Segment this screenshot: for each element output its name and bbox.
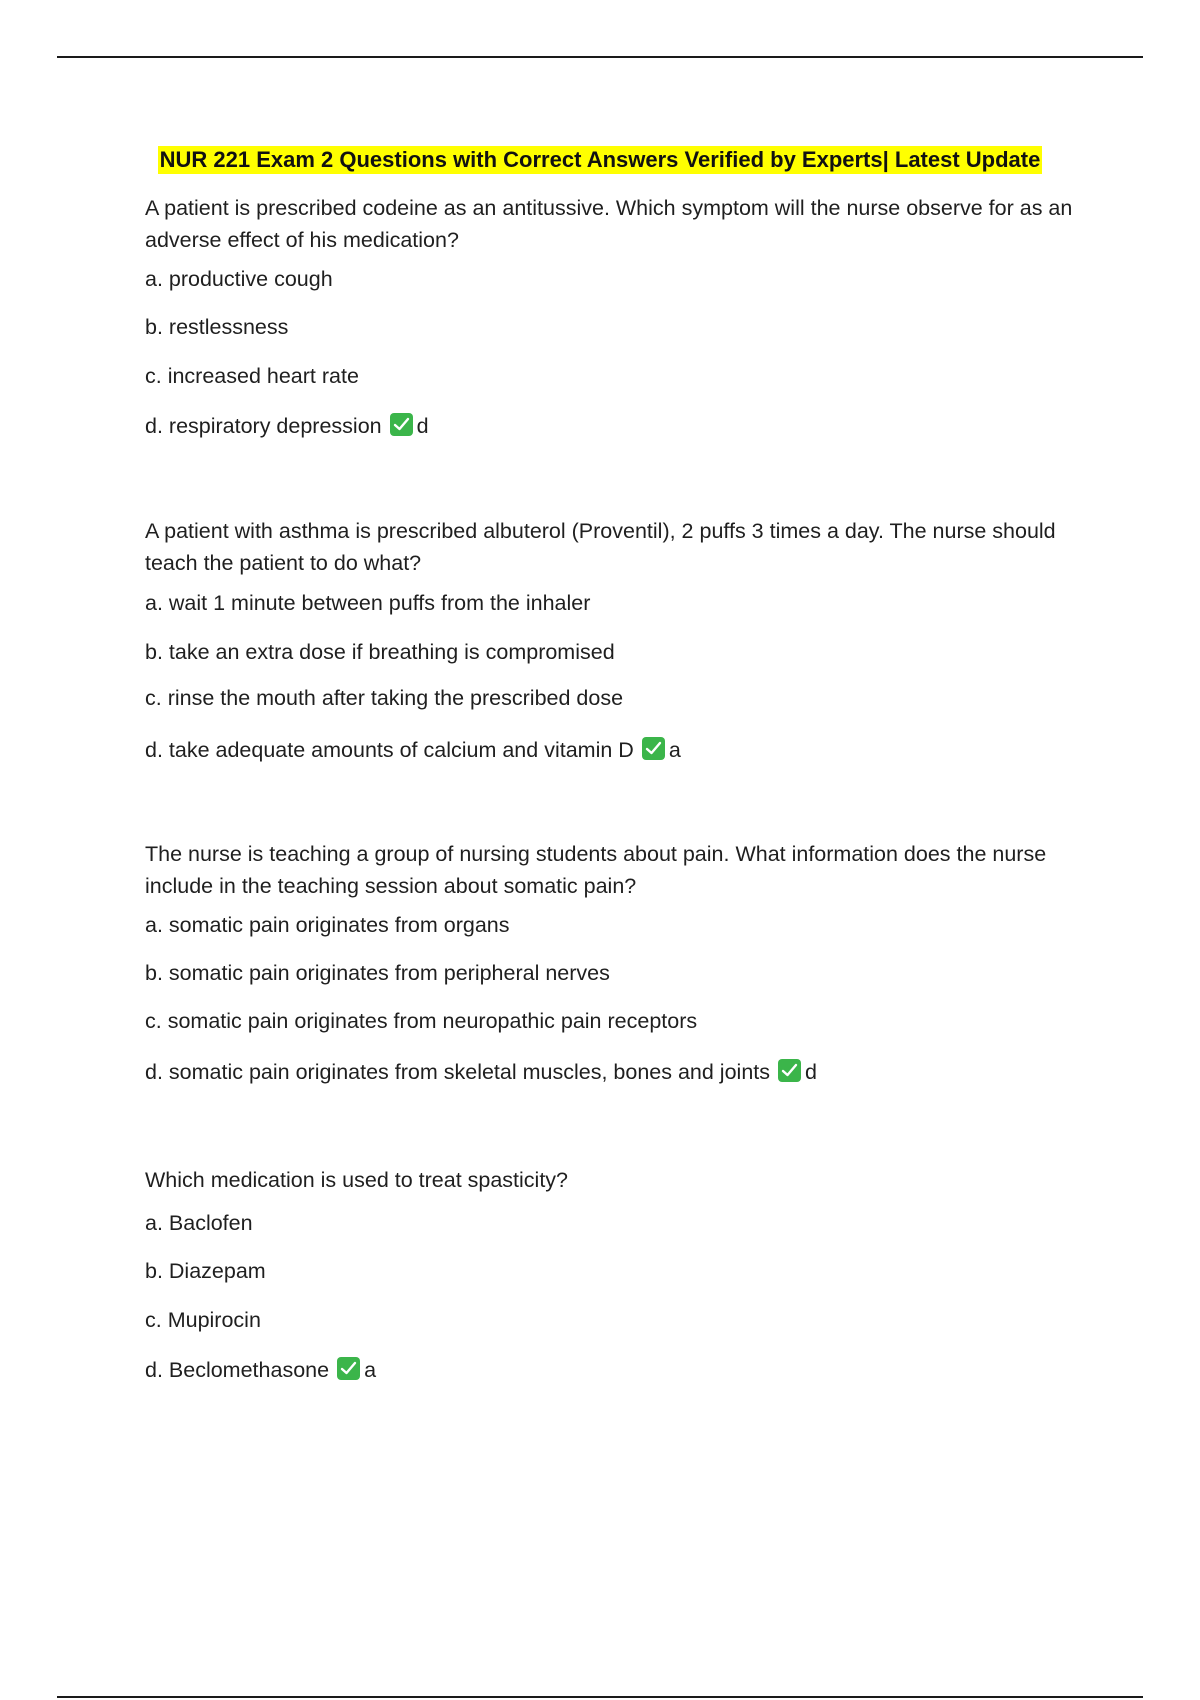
option-c: c. increased heart rate — [145, 364, 359, 388]
check-mark-icon — [390, 413, 413, 436]
option-d: d. Beclomethasone — [145, 1358, 330, 1382]
check-mark-icon — [778, 1059, 801, 1082]
question-text: Which medication is used to treat spasticity? — [145, 1168, 569, 1192]
option-c: c. somatic pain originates from neuropathic pain receptors — [145, 1009, 698, 1033]
option-b: b. somatic pain originates from peripheral nerves — [145, 961, 610, 985]
option-d-with-answer — [145, 1356, 376, 1384]
question-text: The nurse is teaching a group of nursing students about pain. What information does the nurse include in the teaching session about somatic pain? — [145, 842, 1047, 898]
top-rule — [57, 56, 1143, 58]
option-a: a. productive cough — [145, 267, 333, 291]
option-d-with-answer — [145, 736, 681, 764]
question-4 — [145, 1164, 1085, 1394]
option-d: d. somatic pain originates from skeletal muscles, bones and joints — [145, 1060, 771, 1084]
title-wrap — [0, 146, 1200, 174]
question-text: A patient with asthma is prescribed albuterol (Proventil), 2 puffs 3 times a day. The nurse should teach the patient to do what? — [145, 519, 1056, 575]
answer-key: d — [805, 1060, 817, 1084]
option-c: c. rinse the mouth after taking the prescribed dose — [145, 686, 624, 710]
option-b: b. Diazepam — [145, 1259, 266, 1283]
answer-key: a — [668, 738, 681, 762]
question-2 — [145, 515, 1085, 775]
document-title: NUR 221 Exam 2 Questions with Correct Answers Verified by Experts| Latest Update — [159, 147, 1041, 172]
question-text: A patient is prescribed codeine as an antitussive. Which symptom will the nurse observe for as an adverse effect of his medication? — [145, 196, 1073, 252]
answer-key: d — [416, 414, 429, 438]
option-b: b. restlessness — [145, 315, 289, 339]
option-d-with-answer — [145, 1058, 817, 1086]
option-a: a. wait 1 minute between puffs from the inhaler — [145, 591, 591, 615]
option-d: d. take adequate amounts of calcium and vitamin D — [145, 738, 634, 762]
option-c: c. Mupirocin — [145, 1308, 261, 1332]
answer-key: a — [364, 1358, 377, 1382]
option-b: b. take an extra dose if breathing is compromised — [145, 640, 615, 664]
option-d: d. respiratory depression — [145, 414, 382, 438]
question-1 — [145, 192, 1085, 452]
option-d-with-answer — [145, 412, 429, 440]
bottom-rule — [57, 1696, 1143, 1698]
check-mark-icon — [642, 737, 665, 760]
check-mark-icon — [337, 1357, 360, 1380]
option-a: a. Baclofen — [145, 1211, 253, 1235]
option-a: a. somatic pain originates from organs — [145, 913, 510, 937]
question-3 — [145, 838, 1085, 1098]
